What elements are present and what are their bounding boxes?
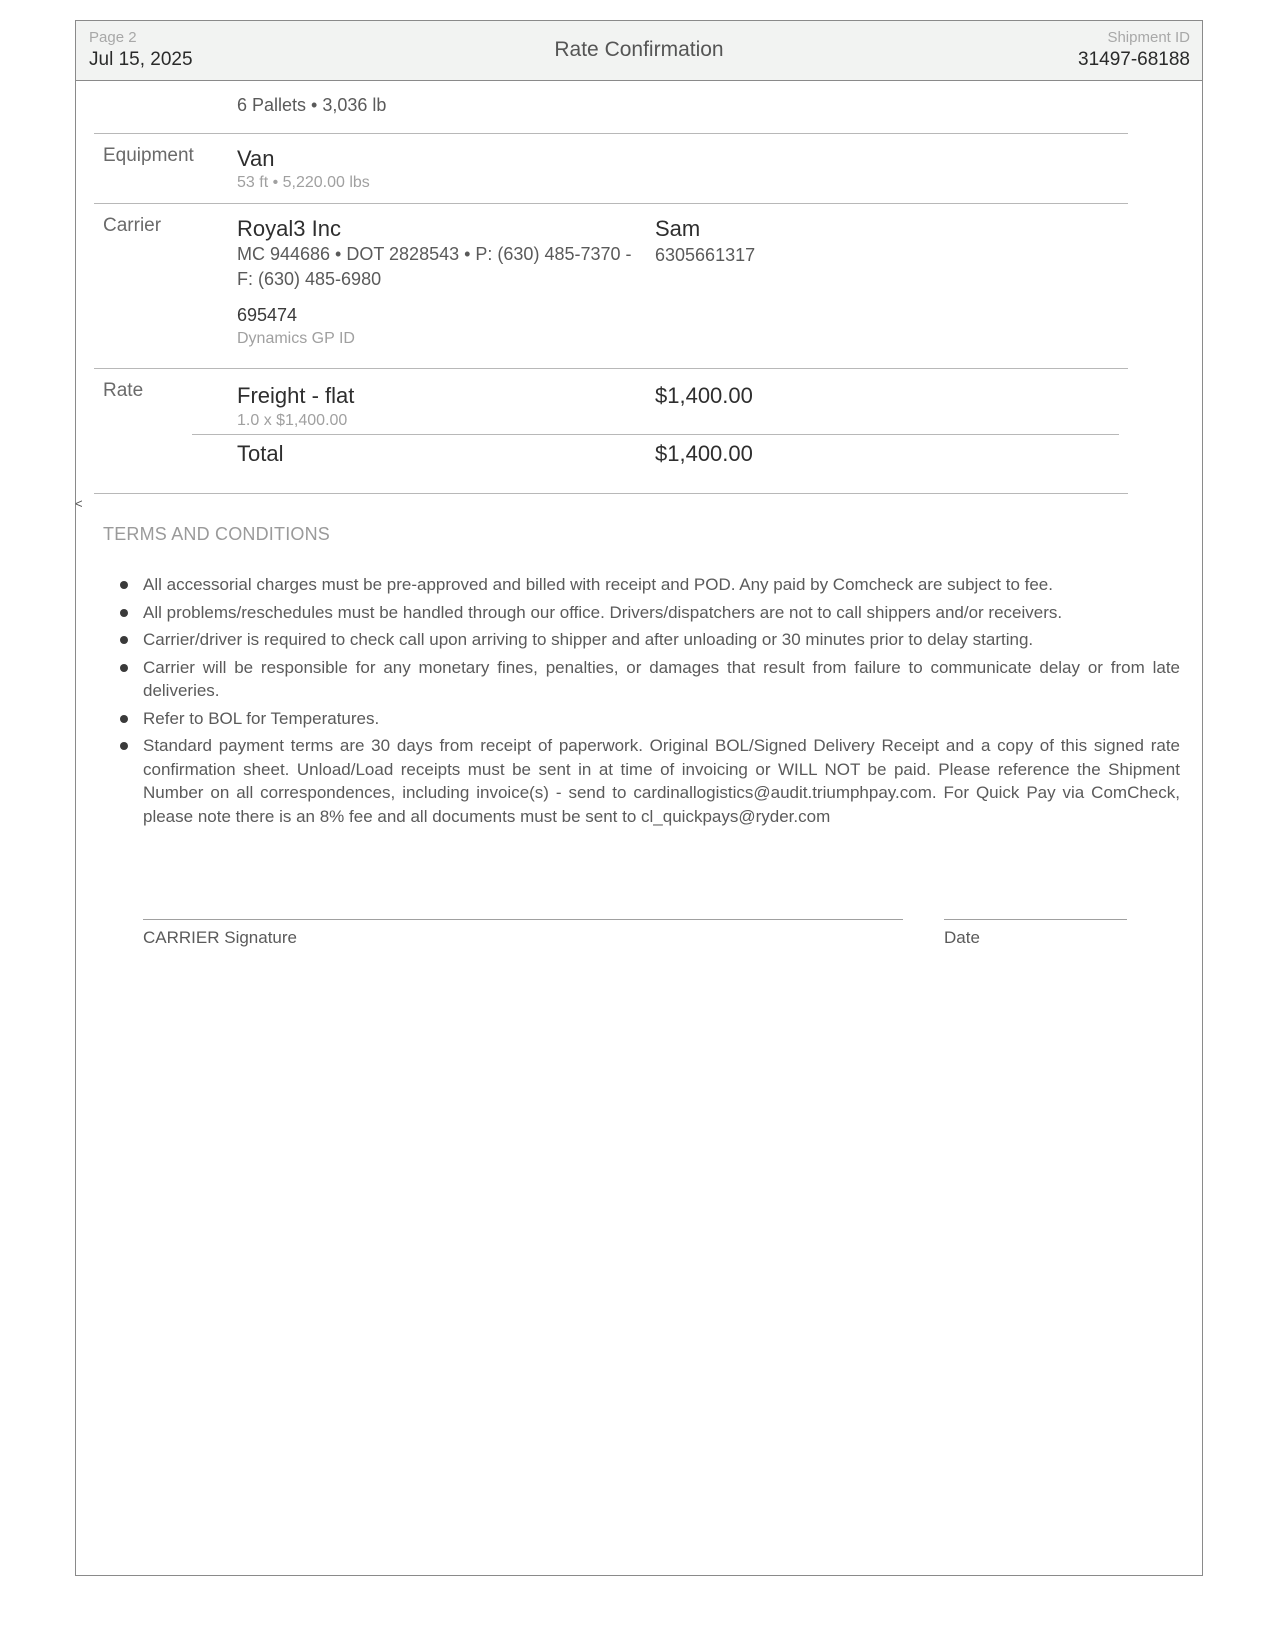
load-summary: 6 Pallets • 3,036 lb bbox=[237, 95, 387, 115]
stray-mark: < bbox=[75, 496, 83, 511]
terms-item: All problems/reschedules must be handled through our office. Drivers/dispatchers are not to call shippers and/or receivers. bbox=[143, 601, 1180, 625]
carrier-contact-phone: 6305661317 bbox=[655, 245, 756, 265]
carrier-signature-label: CARRIER Signature bbox=[143, 928, 298, 947]
terms-item: Refer to BOL for Temperatures. bbox=[143, 707, 1180, 731]
terms-item: Carrier/driver is required to check call upon arriving to shipper and after unloading or 30 minutes prior to delay starting. bbox=[143, 628, 1180, 652]
document-page bbox=[75, 20, 1203, 1576]
carrier-name: Royal3 Inc bbox=[237, 216, 341, 241]
bullet-icon bbox=[120, 664, 128, 672]
divider bbox=[94, 368, 1128, 369]
equipment-label: Equipment bbox=[103, 145, 194, 166]
carrier-signature-line[interactable] bbox=[143, 919, 903, 920]
page-header bbox=[76, 21, 1202, 81]
carrier-details: MC 944686 • DOT 2828543 • P: (630) 485-7370 - F: (630) 485-6980 bbox=[237, 244, 632, 289]
terms-list bbox=[143, 573, 1180, 832]
bullet-icon bbox=[120, 609, 128, 617]
carrier-gp-id: 695474 bbox=[237, 305, 298, 325]
rate-subtotal-divider bbox=[192, 434, 1119, 435]
shipment-id-label: Shipment ID bbox=[1107, 29, 1190, 46]
bullet-icon bbox=[120, 715, 128, 723]
document-date: Jul 15, 2025 bbox=[89, 49, 193, 70]
rate-total-label: Total bbox=[237, 441, 284, 466]
rate-label: Rate bbox=[103, 380, 144, 401]
date-label: Date bbox=[944, 928, 980, 947]
rate-line-amount: $1,400.00 bbox=[655, 383, 753, 408]
bullet-icon bbox=[120, 636, 128, 644]
equipment-details: 53 ft • 5,220.00 lbs bbox=[237, 174, 370, 191]
carrier-gp-id-label: Dynamics GP ID bbox=[237, 330, 355, 347]
terms-item: All accessorial charges must be pre-approved and billed with receipt and POD. Any paid by Comcheck are subject to fee. bbox=[143, 573, 1180, 597]
terms-heading: TERMS AND CONDITIONS bbox=[103, 524, 331, 544]
rate-total-amount: $1,400.00 bbox=[655, 441, 753, 466]
terms-item: Carrier will be responsible for any monetary fines, penalties, or damages that result from failure to communicate delay or from late deliveries. bbox=[143, 656, 1180, 703]
page-number: Page 2 bbox=[89, 29, 137, 46]
rate-line-item: Freight - flat bbox=[237, 383, 355, 408]
divider bbox=[94, 493, 1128, 494]
page-title: Rate Confirmation bbox=[554, 38, 724, 61]
header-right bbox=[1078, 29, 1190, 73]
carrier-label: Carrier bbox=[103, 215, 162, 236]
equipment-type: Van bbox=[237, 146, 275, 171]
divider bbox=[94, 133, 1128, 134]
rate-line-detail: 1.0 x $1,400.00 bbox=[237, 412, 348, 429]
carrier-contact-name: Sam bbox=[655, 216, 701, 241]
divider bbox=[94, 203, 1128, 204]
shipment-id: 31497-68188 bbox=[1078, 49, 1190, 70]
bullet-icon bbox=[120, 742, 128, 750]
date-signature-line[interactable] bbox=[944, 919, 1127, 920]
terms-item: Standard payment terms are 30 days from receipt of paperwork. Original BOL/Signed Delivery Receipt and a copy of this signed rate confirmation sheet. Unload/Load receipts must be sent in at time of invoicing or WILL NOT be paid. Please reference the Shipment Number on all correspondences, including invoice(s) - send to cardinallogistics@audit.triumphpay.com. For Quick Pay via ComCheck, please note there is an 8% fee and all documents must be sent to cl_quickpays@ryder.com bbox=[143, 734, 1180, 828]
bullet-icon bbox=[120, 581, 128, 589]
